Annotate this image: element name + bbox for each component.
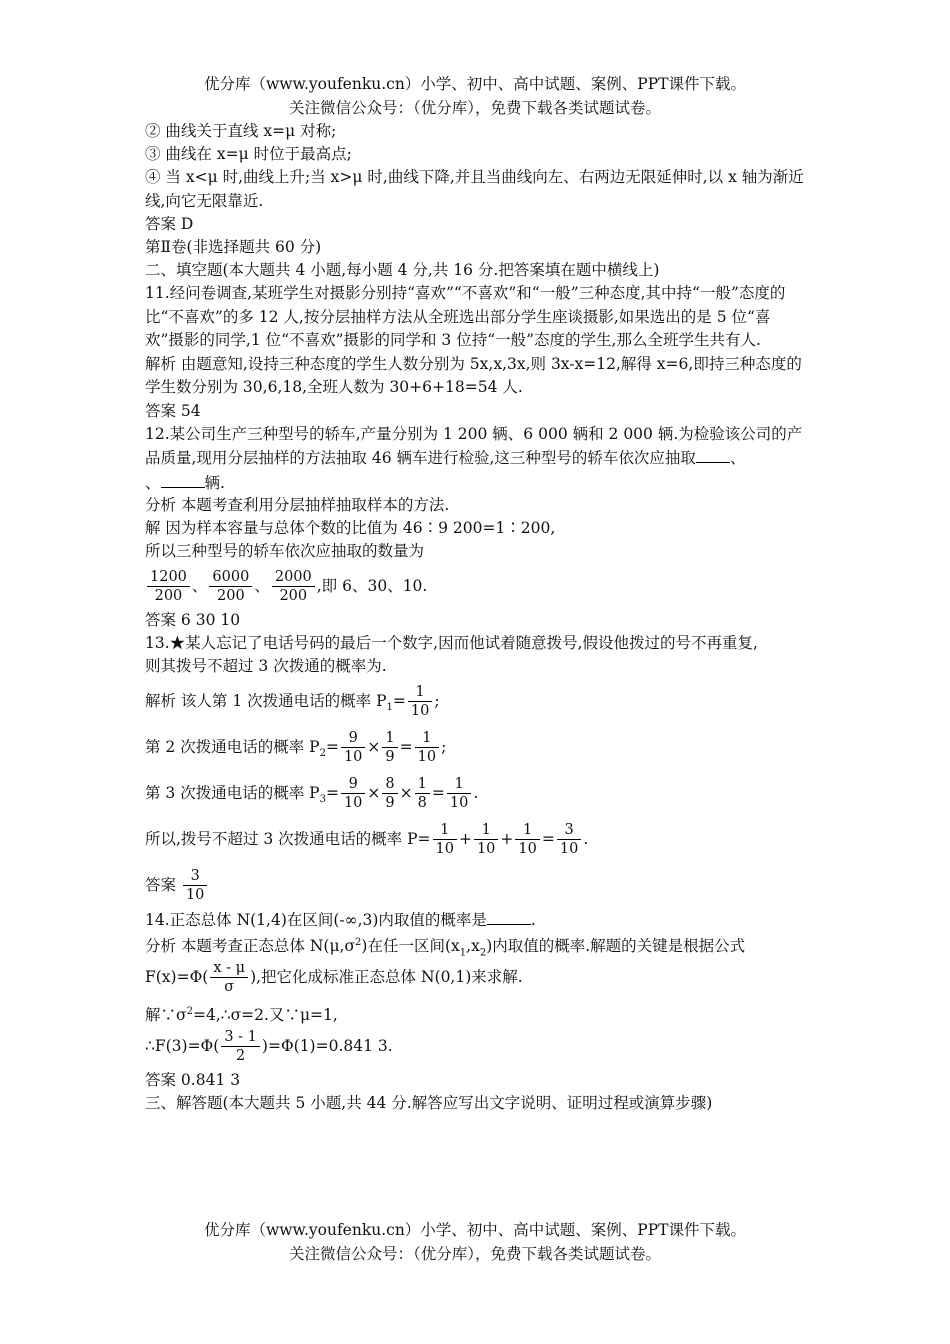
q13-answer: 答案 $\frac{3}{10}$	[145, 862, 808, 908]
q13-step-3: 第 3 次拨通电话的概率 $P_3=$ $\frac{9}{10}$ × $\frac{8}{9}$ × $\frac{1}{8}$ = $\frac{1}{10}$ .	[145, 775, 479, 811]
footer-line-1: 优分库（www.youfenku.cn）小学、初中、高中试题、案例、PPT课件下载。	[203, 1221, 747, 1239]
q13-frac: $\frac{1}{10}$	[447, 776, 471, 812]
q13-frac: $\frac{8}{9}$	[382, 776, 397, 812]
prev-item-2: ② 曲线关于直线 x=μ 对称;	[145, 122, 337, 140]
header-line-2: 关注微信公众号：（优分库），免费下载各类试题试卷。	[288, 99, 661, 117]
q13-frac: $\frac{1}{9}$	[382, 730, 397, 766]
q13-line-2: 则其拨号不超过 3 次拨通的概率为.	[145, 656, 387, 675]
q14-solution-frac: $\frac{3 - 1}{2}$	[221, 1029, 260, 1065]
q12-analysis: 分析 本题考查利用分层抽样抽取样本的方法.	[145, 495, 450, 514]
part3-section: 三、解答题(本大题共 5 小题,共 44 分.解答应写出文字说明、证明过程或演算步骤)	[145, 1093, 713, 1112]
q11-text: 11.经问卷调查,某班学生对摄影分别持“喜欢”“不喜欢”和“一般”三种态度,其中持“一般”态度的比“不喜欢”的多 12 人,按分层抽样方法从全班选出部分学生座谈摄影,如果选出的是 5 位“喜欢”摄影的同学,1 位“不喜欢”摄影的同学和 3 位持“一般”态度的学生,那么全班学生共有	[145, 284, 786, 349]
part2-title: 第Ⅱ卷(非选择题共 60 分)	[145, 238, 322, 256]
q13-frac: $\frac{1}{10}$	[408, 684, 432, 720]
q13-answer-frac: $\frac{3}{10}$	[183, 868, 207, 904]
q12-answer: 答案 6 30 10	[145, 610, 241, 629]
q14-solution-1: 解$\because\sigma^2=4,\therefore\sigma=2$.又∵μ=1,	[145, 1005, 338, 1024]
q13-frac: $\frac{9}{10}$	[341, 730, 365, 766]
prev-answer: 答案 D	[145, 215, 194, 233]
footer-line-2: 关注微信公众号：（优分库），免费下载各类试题试卷。	[288, 1245, 661, 1263]
q14-formula: F(x)=Φ( $\frac{x - \mu}{\sigma}$ ),把它化成标准正态总体 N(0,1)来求解.	[145, 959, 523, 995]
q12-sep: 、	[729, 449, 746, 467]
q11-question	[145, 282, 808, 353]
q13-step-1: 解析 该人第 1 次拨通电话的概率 $P_1=$ $\frac{1}{10}$ ;	[145, 683, 440, 719]
q11-answer: 答案 54	[145, 401, 201, 420]
q13-step-4: 所以,拨号不超过 3 次拨通电话的概率 P= $\frac{1}{10}$ + $\frac{1}{10}$ + $\frac{1}{10}$ = $\frac{3}{10}$ .	[145, 821, 589, 857]
q12-frac-2: $\frac{6000}{200}$	[209, 569, 252, 605]
q12-text: 12.某公司生产三种型号的轿车,产量分别为 1 200 辆、6 000 辆和 2 000 辆.为检验该公司的产品质量,现用分层抽样的方法抽取 46 辆车进行检验,这三种型号的轿车依次应抽取	[145, 424, 803, 467]
header-line-1: 优分库（www.youfenku.cn）小学、初中、高中试题、案例、PPT课件下载。	[203, 75, 747, 93]
q13-frac: $\frac{1}{10}$	[474, 822, 498, 858]
q12-question	[145, 423, 808, 471]
q12-sep-2: 、	[145, 473, 161, 492]
q12-result: ,即 6、30、10.	[316, 576, 428, 595]
q13-frac: $\frac{1}{10}$	[433, 822, 457, 858]
q14-solution-2: ∴F(3)=Φ( $\frac{3 - 1}{2}$ )=Φ(1)=0.841 3.	[145, 1028, 393, 1064]
q11-text-end: 人.	[740, 331, 761, 349]
q14-formula-frac: $\frac{x - \mu}{\sigma}$	[210, 960, 248, 996]
q14-question: 14.正态总体 N(1,4)在区间(-∞,3)内取值的概率是 .	[145, 908, 808, 931]
q12-fractions: $\frac{1200}{200}$ 、 $\frac{6000}{200}$ 、 $\frac{2000}{200}$ ,即 6、30、10.	[145, 563, 808, 609]
q14-analysis: 分析 本题考查正态总体 $N(\mu,\sigma^2)$在任一区间$(x_1,x_2)$内取值的概率.解题的关键是根据公式	[145, 936, 746, 958]
q13-frac: $\frac{1}{10}$	[515, 822, 539, 858]
prev-item-4: ④ 当 x<μ 时,曲线上升;当 x>μ 时,曲线下降,并且当曲线向左、右两边无限延伸时,以 x 轴为渐近线,向它无限靠近.	[145, 168, 804, 210]
q13-frac: $\frac{3}{10}$	[557, 822, 581, 858]
q12-frac-1: $\frac{1200}{200}$	[147, 569, 190, 605]
q13-frac: $\frac{1}{8}$	[415, 776, 430, 812]
document-body	[145, 120, 808, 1115]
q14-blank[interactable]	[487, 908, 531, 925]
q14-answer: 答案 0.841 3	[145, 1070, 241, 1089]
q13-step-2: 第 2 次拨通电话的概率 $P_2=$ $\frac{9}{10}$ × $\frac{1}{9}$ = $\frac{1}{10}$ ;	[145, 729, 447, 765]
part2-section: 二、填空题(本大题共 4 小题,每小题 4 分,共 16 分.把答案填在题中横线上)	[145, 261, 660, 279]
q12-question-line2	[145, 471, 808, 494]
page-header	[0, 72, 950, 120]
page-footer	[0, 1218, 950, 1266]
q13-frac: $\frac{9}{10}$	[341, 776, 365, 812]
q13-line-1: 13.★某人忘记了电话号码的最后一个数字,因而他试着随意拨号,假设他拨过的号不再重复,	[145, 633, 758, 652]
q12-blank-3[interactable]	[161, 471, 205, 488]
q12-solution-2: 所以三种型号的轿车依次应抽取的数量为	[145, 541, 425, 560]
q12-end: 辆.	[204, 473, 225, 492]
q11-analysis: 解析 由题意知,设持三种态度的学生人数分别为 5x,x,3x,则 3x-x=12,解得 x=6,即持三种态度的学生数分别为 30,6,18,全班人数为 30+6+18=54 人.	[145, 354, 802, 396]
q13-frac: $\frac{1}{10}$	[415, 730, 439, 766]
q12-solution-1: 解 因为样本容量与总体个数的比值为 46∶9 200=1∶200,	[145, 518, 556, 537]
q12-blank-1[interactable]	[696, 446, 730, 463]
prev-item-3: ③ 曲线在 x=μ 时位于最高点;	[145, 145, 352, 163]
q12-frac-3: $\frac{2000}{200}$	[272, 569, 315, 605]
